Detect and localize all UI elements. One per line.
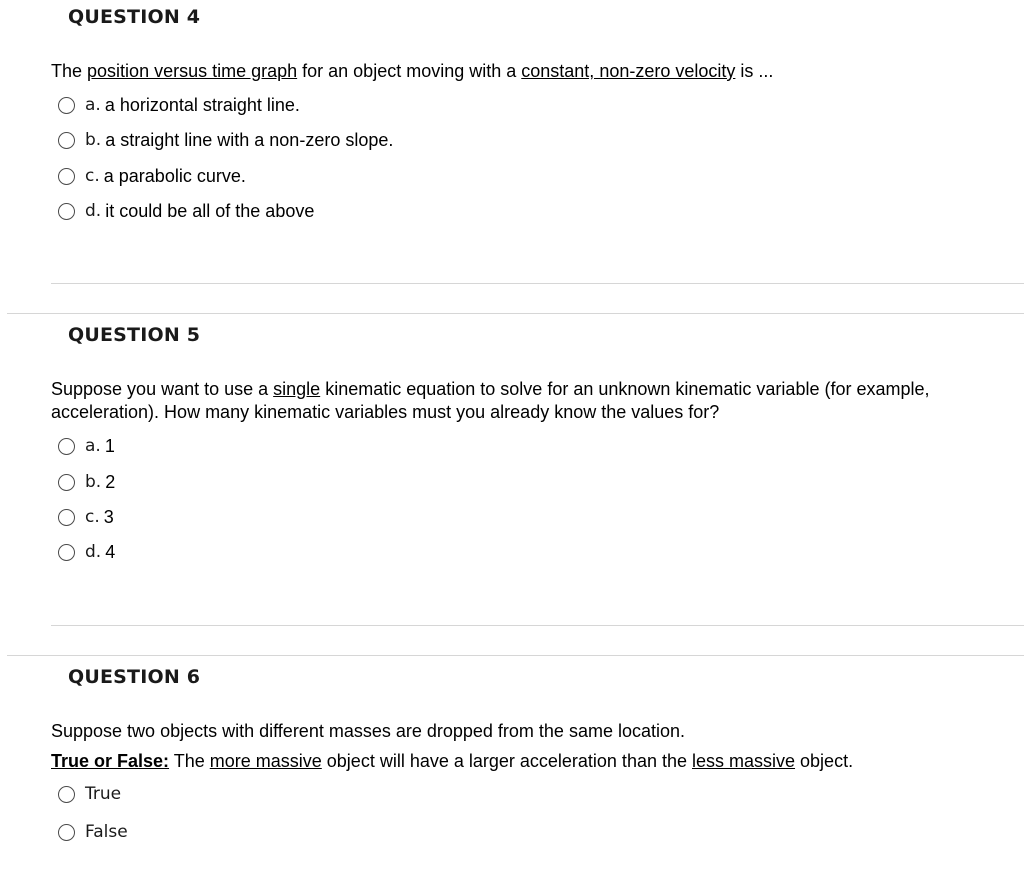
radio-button[interactable] (58, 786, 75, 803)
option-text: True (85, 784, 122, 804)
q5-text-part: acceleration). How many kinematic variables must you already know the values for? (51, 402, 720, 422)
q4-option-a[interactable] (58, 93, 300, 117)
q5-option-a[interactable] (58, 434, 115, 458)
q4-text-part: is ... (735, 61, 774, 81)
q6-text-part: object will have a larger acceleration than the (321, 751, 692, 771)
option-text: it could be all of the above (105, 200, 315, 221)
option-text: 3 (103, 506, 114, 527)
q4-option-c[interactable] (58, 164, 246, 188)
q4-option-b[interactable] (58, 128, 393, 152)
q6-option-false[interactable] (58, 820, 128, 844)
option-label: a. (85, 436, 101, 456)
q4-option-d[interactable] (58, 199, 314, 223)
q4-text-part: The (51, 61, 88, 81)
question-5-text (51, 378, 930, 424)
option-text: 2 (105, 471, 116, 492)
question-4-title: QUESTION 4 (68, 6, 201, 28)
option-text: a straight line with a non-zero slope. (105, 129, 394, 150)
radio-button[interactable] (58, 168, 75, 185)
radio-button[interactable] (58, 544, 75, 561)
option-text: 1 (104, 435, 115, 456)
q6-text-link-more-massive: more massive (209, 751, 322, 771)
q5-option-c[interactable] (58, 505, 114, 529)
radio-button[interactable] (58, 203, 75, 220)
radio-button[interactable] (58, 474, 75, 491)
question-6-title: QUESTION 6 (68, 666, 201, 688)
q5-text-part: kinematic equation to solve for an unknown kinematic variable (for example, (320, 379, 930, 399)
option-label: b. (85, 472, 102, 492)
q5-option-b[interactable] (58, 470, 115, 494)
question-4-text (51, 60, 773, 83)
q6-true-false-label: True or False: (51, 751, 170, 771)
question-5-title: QUESTION 5 (68, 324, 201, 346)
q5-text-part: Suppose you want to use a (51, 379, 274, 399)
option-text: a horizontal straight line. (104, 94, 300, 115)
question-divider (51, 625, 1024, 626)
q5-option-d[interactable] (58, 540, 115, 564)
section-divider (7, 655, 1024, 656)
option-label: c. (85, 166, 100, 186)
option-text: 4 (105, 541, 116, 562)
option-label: b. (85, 130, 102, 150)
option-label: c. (85, 507, 100, 527)
radio-button[interactable] (58, 438, 75, 455)
q6-option-true[interactable] (58, 782, 121, 806)
option-label: a. (85, 95, 101, 115)
option-text: a parabolic curve. (103, 165, 246, 186)
q4-text-part: for an object moving with a (297, 61, 522, 81)
radio-button[interactable] (58, 509, 75, 526)
question-6-text (51, 750, 853, 773)
q6-text-link-less-massive: less massive (692, 751, 796, 771)
q4-text-link-constant-velocity: constant, non-zero velocity (521, 61, 736, 81)
question-divider (51, 283, 1024, 284)
q5-text-link-single: single (273, 379, 321, 399)
radio-button[interactable] (58, 97, 75, 114)
section-divider (7, 313, 1024, 314)
radio-button[interactable] (58, 132, 75, 149)
q6-text-part: object. (795, 751, 854, 771)
option-label: d. (85, 201, 102, 221)
option-label: d. (85, 542, 102, 562)
q4-text-link-position-graph: position versus time graph (87, 61, 298, 81)
option-text: False (85, 822, 128, 842)
question-6-intro: Suppose two objects with different masses are dropped from the same location. (51, 721, 686, 741)
radio-button[interactable] (58, 824, 75, 841)
q6-text-part: The (169, 751, 210, 771)
